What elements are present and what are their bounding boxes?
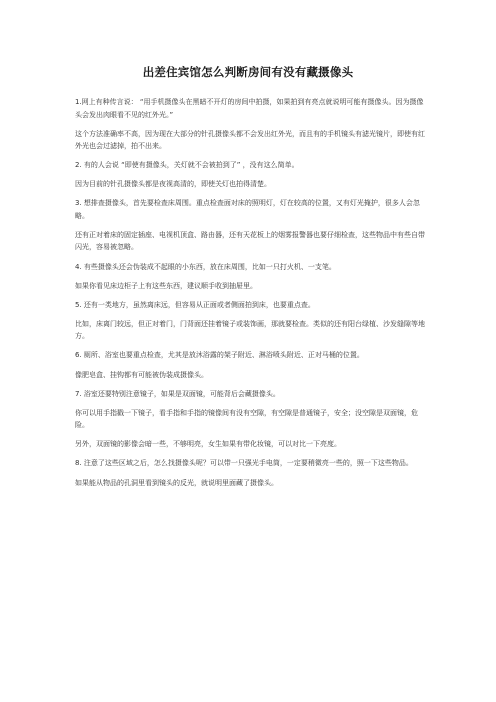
paragraph: 1.网上有种传言说： “用手机摄像头在黑暗不开灯的房间中拍摄，如果拍到有亮点就说明可能有摄像头。因为摄像头会发出肉眼看不见的红外光。”: [75, 98, 424, 119]
paragraph: 4. 有些摄像头还会伪装成不起眼的小东西，放在床周围，比如一只打火机、一支笔。: [75, 262, 336, 271]
paragraph: 如果你看见床边柜子上有这些东西，建议顺手收到抽屉里。: [75, 281, 257, 290]
paragraph: 还有正对着床的固定插座、电视机顶盒、路由器，还有天花板上的烟雾报警器也要仔细检查，这些物品中有些自带闪光，容易被忽略。: [75, 230, 425, 252]
paragraph: 2. 有的人会说 “即使有摄像头，关灯就不会被拍到了” ，没有这么简单。: [75, 161, 299, 170]
paragraph: 6. 厕所、浴室也要重点检查，尤其是放沐浴露的架子附近、淋浴喷头附近、正对马桶的位置。: [75, 351, 364, 360]
paragraph: 如果能从物品的孔洞里看到镜头的反光，就说明里面藏了摄像头。: [75, 478, 278, 487]
document-body: [75, 96, 427, 489]
paragraph: 这个方法准确率不高，因为现在大部分的针孔摄像头都不会发出红外光，而且有的手机镜头有滤光镜片，即使有红外光也会过滤掉，拍不出来。: [75, 129, 425, 151]
document-title: 出差住宾馆怎么判断房间有没有藏摄像头: [142, 65, 354, 79]
paragraph: 你可以用手指戳一下镜子，看手指和手指的镜像间有没有空隙，有空隙是普通镜子，安全；没空隙是双面镜，危险。: [75, 408, 418, 430]
paragraph: 像肥皂盒、挂钩都有可能被伪装成摄像头。: [75, 370, 208, 379]
paragraph: 因为目前的针孔摄像头都是夜视高清的，即使关灯也拍得清楚。: [75, 180, 271, 189]
paragraph: 3. 想排查摄像头，首先要检查床周围。重点检查面对床的照明灯，灯在较高的位置，又有灯光掩护，很多人会忽略。: [75, 199, 420, 220]
paragraph: 8. 注意了这些区域之后，怎么找摄像头呢？可以带一只强光手电筒，一定要稍微亮一些的，照一下这些物品。: [75, 459, 413, 468]
paragraph: 7. 浴室还要特别注意镜子，如果是双面镜，可能背后会藏摄像头。: [75, 389, 280, 398]
paragraph: 比如，床离门较远，但正对着门，门背面还挂着镜子或装饰画，那就要检查。类似的还有阳台绿植、沙发缝隙等地方。: [75, 319, 425, 341]
paragraph: 5. 还有一类地方，虽然离床远，但容易从正面或者侧面拍到床，也要重点查。: [75, 300, 315, 309]
paragraph: 另外，双面镜的影像会暗一些，不够明亮，女生如果有带化妆镜，可以对比一下亮度。: [75, 440, 341, 449]
